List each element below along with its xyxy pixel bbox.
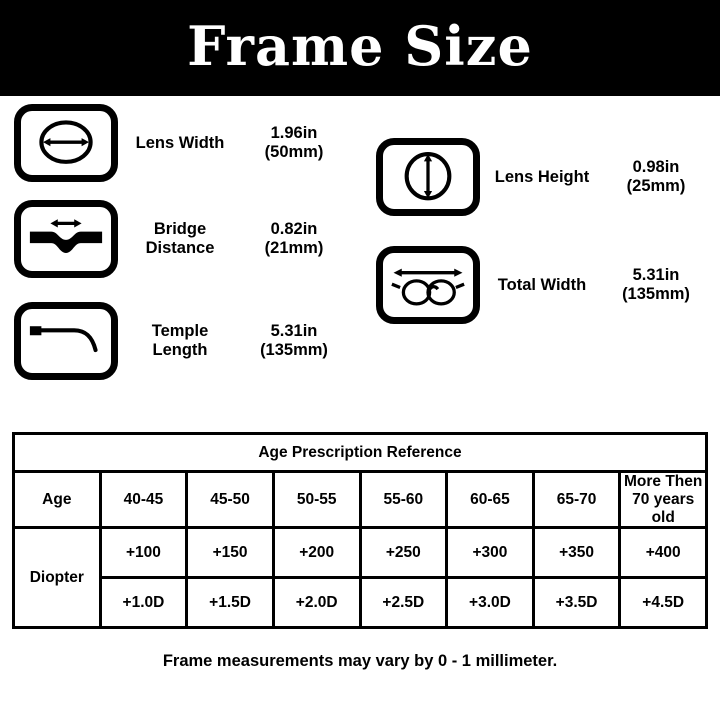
spec-value-line1: 1.96in [270,124,318,143]
spec-label-line2: Distance [145,239,215,257]
age-cell-4: 60-65 [447,472,534,528]
spec-label-line1: Temple [151,322,209,341]
spec-value-line2: (135mm) [622,285,690,303]
diopter-num-cell-0: +100 [100,528,187,578]
spec-row-bridge-distance [14,200,350,278]
row-header-diopter: Diopter [14,528,101,628]
table-row-diopter-numeric [14,528,707,578]
spec-value-line2: (25mm) [626,177,686,195]
temple-length-icon [14,302,118,380]
total-width-icon [376,246,480,324]
bridge-distance-icon [14,200,118,278]
age-cell-3: 55-60 [360,472,447,528]
spec-row-lens-width [14,104,350,182]
diopter-d-cell-0: +1.0D [100,578,187,628]
spec-label-line2: Length [152,341,208,359]
diopter-d-cell-3: +2.5D [360,578,447,628]
spec-label-bridge-distance [128,220,232,258]
spec-row-temple-length [14,302,350,380]
age-cell-2: 50-55 [273,472,360,528]
row-header-age: Age [14,472,101,528]
spec-value-line2: (21mm) [264,239,324,257]
diopter-num-cell-1: +150 [187,528,274,578]
page-header [0,0,720,96]
age-cell-6 [620,472,707,528]
diopter-d-cell-5: +3.5D [533,578,620,628]
frame-spec-list [0,96,720,426]
lens-height-icon [376,138,480,216]
lens-width-icon [14,104,118,182]
diopter-num-cell-5: +350 [533,528,620,578]
spec-row-total-width [376,246,712,324]
spec-value-line2: (50mm) [264,143,324,161]
age-cell-5: 65-70 [533,472,620,528]
spec-label-total-width: Total Width [497,275,587,294]
spec-value-total-width [600,266,712,304]
age-cell-6-line2: 70 years old [632,490,695,526]
table-row-age [14,472,707,528]
spec-value-bridge-distance [238,220,350,258]
footnote: Frame measurements may vary by 0 - 1 millimeter. [162,652,558,670]
spec-value-line1: 5.31in [270,322,318,341]
diopter-num-cell-6: +400 [620,528,707,578]
spec-value-temple-length [238,322,350,360]
page-title: Frame Size [187,14,533,78]
diopter-num-cell-2: +200 [273,528,360,578]
spec-row-lens-height [376,138,712,216]
age-cell-1: 45-50 [187,472,274,528]
spec-value-line1: 5.31in [632,266,680,285]
diopter-num-cell-4: +300 [447,528,534,578]
spec-label-lens-height: Lens Height [494,167,590,186]
diopter-num-cell-3: +250 [360,528,447,578]
diopter-d-cell-6: +4.5D [620,578,707,628]
spec-label-lens-width: Lens Width [135,133,225,152]
age-cell-6-line1: More Then [624,473,703,490]
age-prescription-table-wrapper [12,432,708,629]
age-prescription-table [12,432,708,629]
table-row-diopter-dioptric [14,578,707,628]
table-title-row [14,434,707,472]
spec-label-line1: Bridge [153,220,207,239]
age-cell-0: 40-45 [100,472,187,528]
spec-value-line2: (135mm) [260,341,328,359]
diopter-d-cell-2: +2.0D [273,578,360,628]
spec-value-line1: 0.98in [632,158,680,177]
spec-value-line1: 0.82in [270,220,318,239]
spec-value-lens-height [600,158,712,196]
spec-value-lens-width [238,124,350,162]
diopter-d-cell-4: +3.0D [447,578,534,628]
spec-label-temple-length [128,322,232,360]
diopter-d-cell-1: +1.5D [187,578,274,628]
table-title: Age Prescription Reference [14,434,707,472]
